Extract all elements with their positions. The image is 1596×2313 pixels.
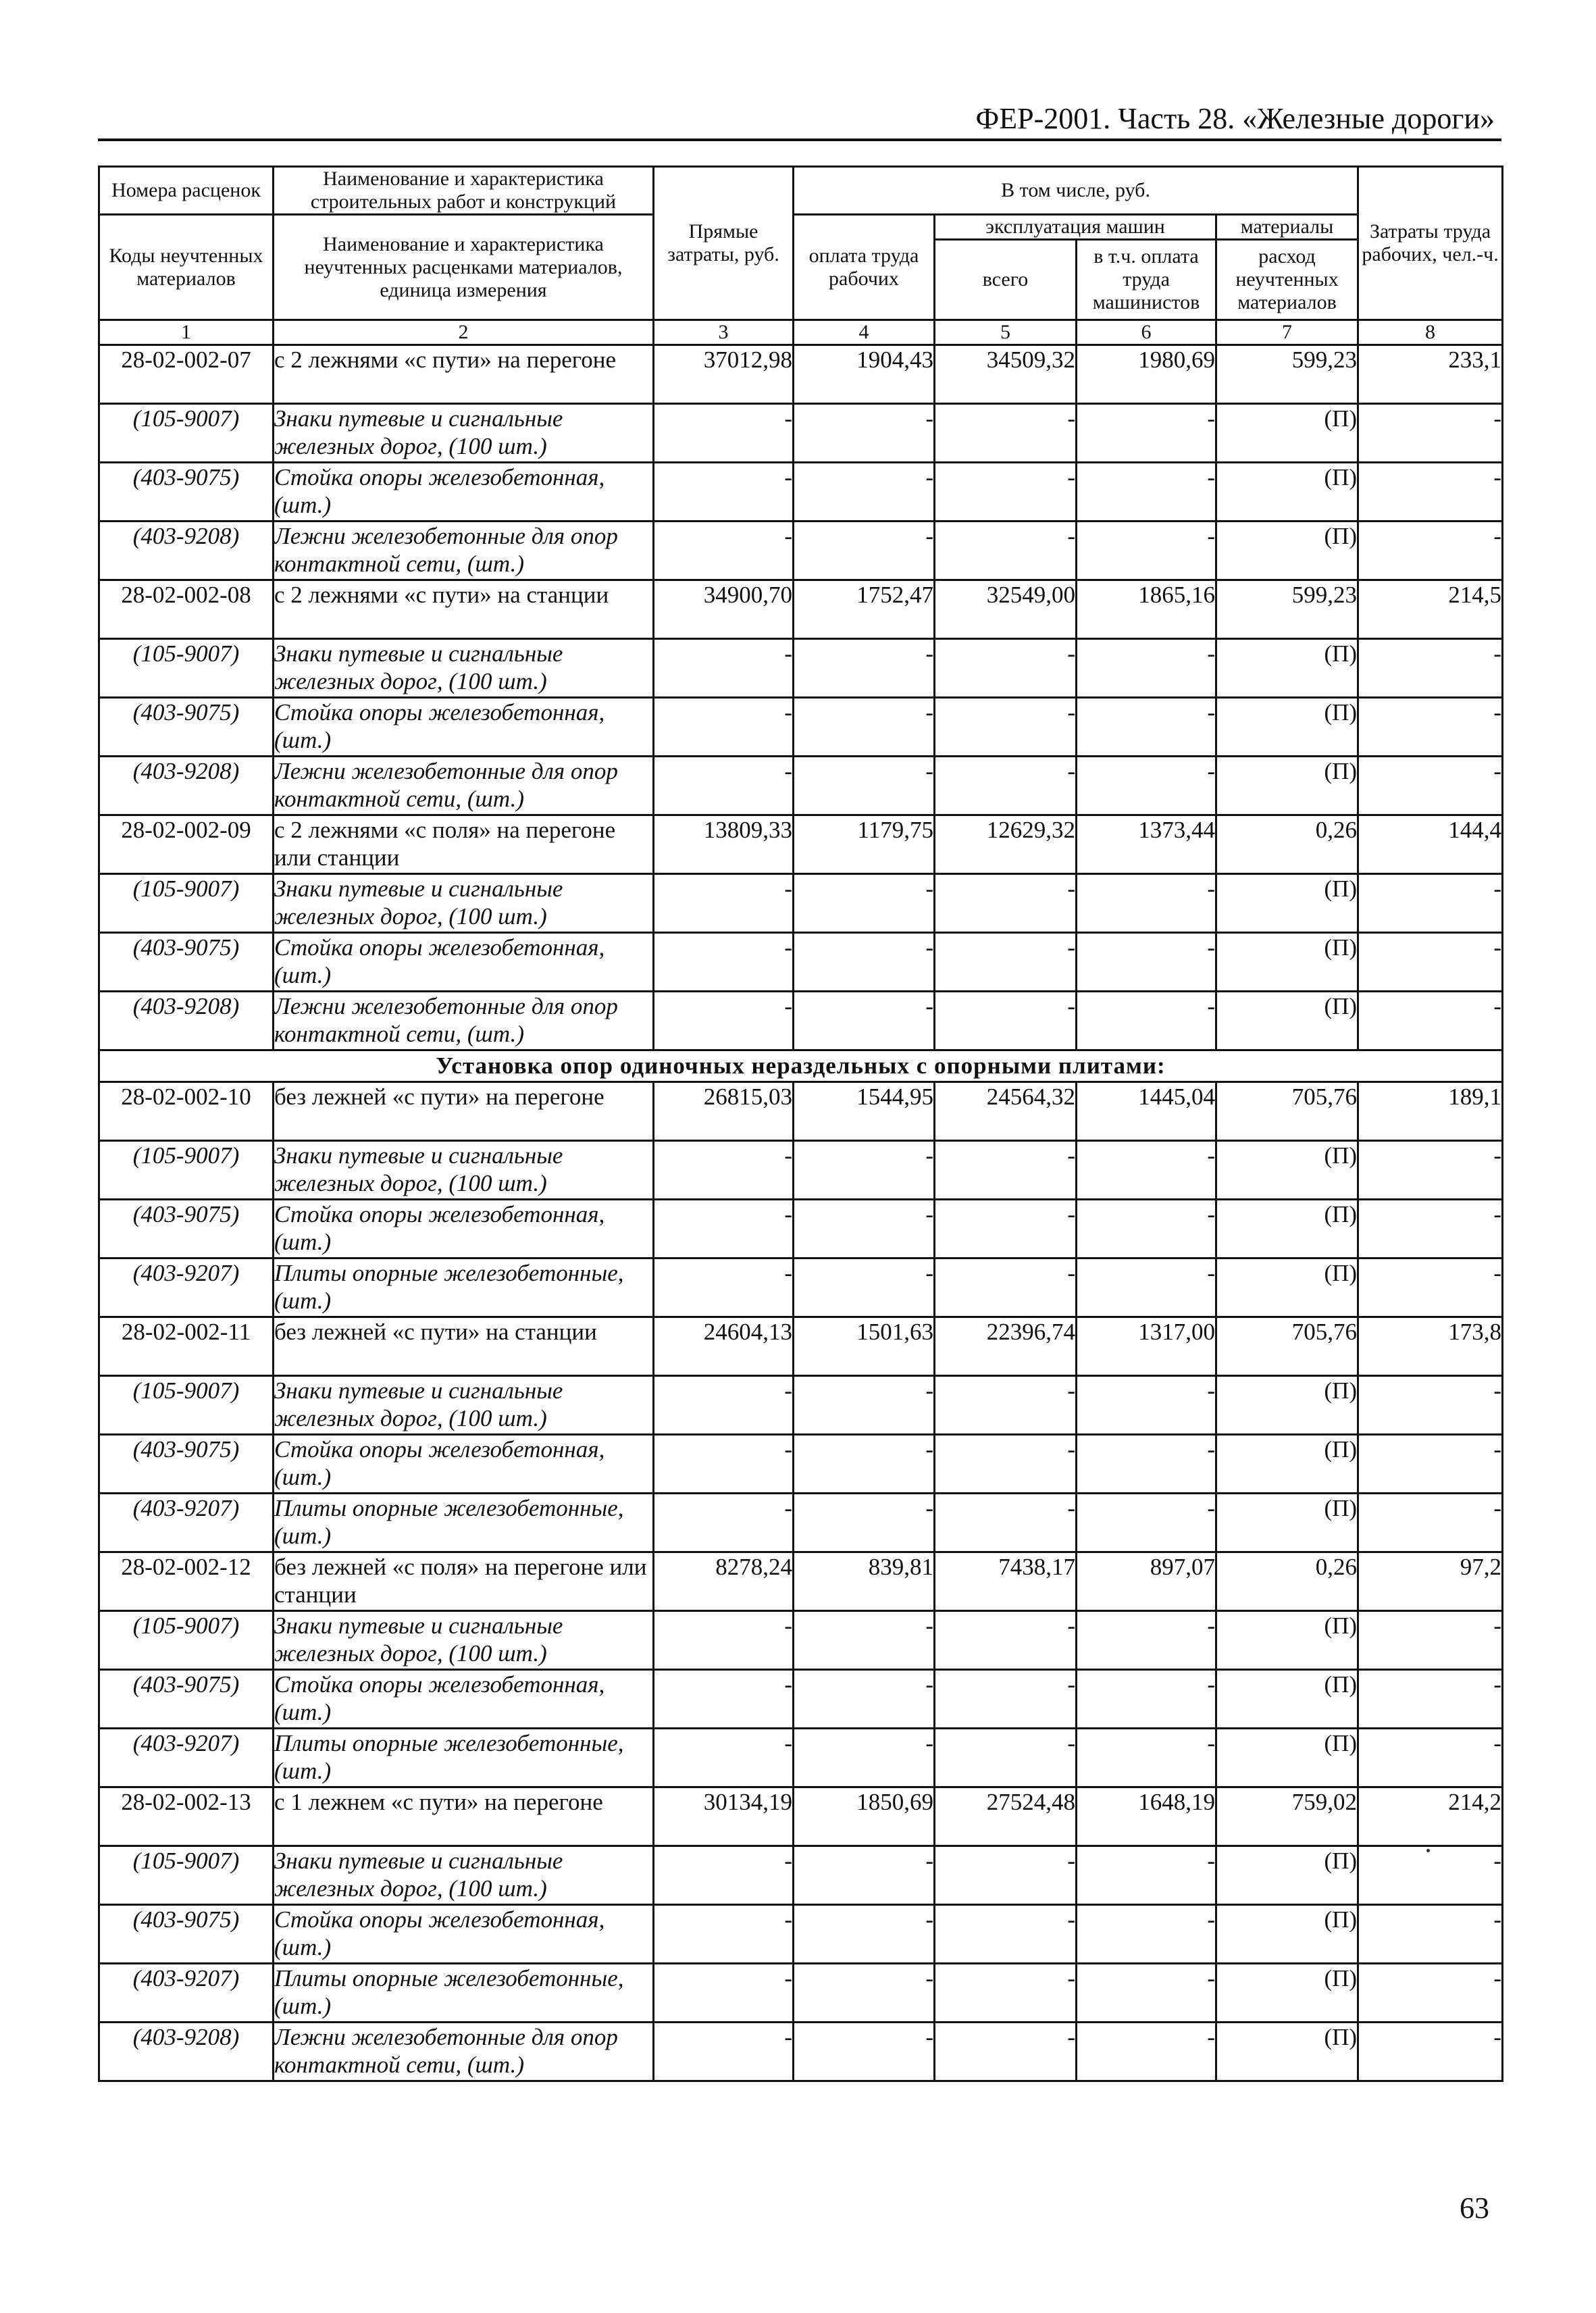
- cell-materials: 759,02: [1216, 1787, 1358, 1846]
- cell-machines: 22396,74: [935, 1317, 1077, 1376]
- cell-direct: 30134,19: [654, 1787, 794, 1846]
- cell-labor: -: [1358, 1905, 1503, 1964]
- cell-code: (403-9208): [99, 522, 274, 580]
- cell-workers: 1904,43: [794, 345, 935, 404]
- cell-code: 28-02-002-09: [99, 815, 274, 874]
- cell-direct: -: [654, 992, 794, 1050]
- cell-workers: -: [794, 1670, 935, 1729]
- cell-workers: -: [794, 1494, 935, 1552]
- cell-labor: -: [1358, 1846, 1503, 1905]
- cell-code: (403-9207): [99, 1494, 274, 1552]
- cell-workers: -: [794, 1435, 935, 1494]
- header-direct-costs: Прямые затраты, руб.: [654, 167, 794, 320]
- cell-direct: -: [654, 1846, 794, 1905]
- rate-row: [99, 1787, 1503, 1846]
- cell-direct: -: [654, 639, 794, 698]
- cell-code: 28-02-002-13: [99, 1787, 274, 1846]
- cell-labor: -: [1358, 874, 1503, 933]
- column-number: 3: [654, 320, 794, 345]
- cell-name: Плиты опорные железобетонные, (шт.): [274, 1729, 654, 1787]
- rate-row: [99, 1082, 1503, 1141]
- cell-operators: 1445,04: [1077, 1082, 1216, 1141]
- cell-name: Стойка опоры железобетонная, (шт.): [274, 463, 654, 522]
- cell-machines: 7438,17: [935, 1552, 1077, 1611]
- cell-operators: -: [1077, 2023, 1216, 2081]
- cell-labor: -: [1358, 1259, 1503, 1317]
- cell-operators: -: [1077, 1435, 1216, 1494]
- cell-workers: 839,81: [794, 1552, 935, 1611]
- header-material-codes: Коды неучтенных материалов: [99, 215, 274, 320]
- cell-labor: -: [1358, 1141, 1503, 1200]
- column-number: 7: [1216, 320, 1358, 345]
- cell-direct: -: [654, 1435, 794, 1494]
- cell-materials: (П): [1216, 933, 1358, 992]
- cell-direct: -: [654, 1729, 794, 1787]
- cell-code: (403-9075): [99, 698, 274, 757]
- cell-code: (403-9075): [99, 1670, 274, 1729]
- material-row: [99, 404, 1503, 463]
- cell-materials: (П): [1216, 992, 1358, 1050]
- cell-name: Стойка опоры железобетонная, (шт.): [274, 1670, 654, 1729]
- cell-operators: -: [1077, 757, 1216, 815]
- cell-workers: -: [794, 2023, 935, 2081]
- cell-labor: -: [1358, 1964, 1503, 2023]
- table-body: [99, 345, 1503, 2081]
- cell-code: 28-02-002-12: [99, 1552, 274, 1611]
- cell-workers: 1752,47: [794, 580, 935, 639]
- cell-operators: -: [1077, 874, 1216, 933]
- cell-operators: -: [1077, 1200, 1216, 1259]
- cell-code: (105-9007): [99, 1611, 274, 1670]
- material-row: [99, 757, 1503, 815]
- material-row: [99, 522, 1503, 580]
- cell-machines: -: [935, 1435, 1077, 1494]
- cell-workers: 1501,63: [794, 1317, 935, 1376]
- header-material-names: Наименование и характеристика неучтенных расценками материалов, единица измерения: [274, 215, 654, 320]
- cell-name: с 1 лежнем «с пути» на перегоне: [274, 1787, 654, 1846]
- cell-direct: 37012,98: [654, 345, 794, 404]
- cell-materials: (П): [1216, 1259, 1358, 1317]
- cell-machines: -: [935, 1494, 1077, 1552]
- cell-materials: 599,23: [1216, 345, 1358, 404]
- cell-materials: (П): [1216, 1200, 1358, 1259]
- rate-row: [99, 1317, 1503, 1376]
- material-row: [99, 1670, 1503, 1729]
- cell-workers: -: [794, 522, 935, 580]
- material-row: [99, 463, 1503, 522]
- cell-operators: -: [1077, 698, 1216, 757]
- scan-speck: [1426, 1849, 1430, 1852]
- cell-operators: 897,07: [1077, 1552, 1216, 1611]
- cell-machines: -: [935, 1670, 1077, 1729]
- cell-labor: -: [1358, 698, 1503, 757]
- cell-labor: 214,2: [1358, 1787, 1503, 1846]
- cell-name: Стойка опоры железобетонная, (шт.): [274, 1200, 654, 1259]
- header-labor-costs: Затраты труда рабочих, чел.-ч.: [1358, 167, 1503, 320]
- cell-direct: -: [654, 1259, 794, 1317]
- cell-operators: 1980,69: [1077, 345, 1216, 404]
- cell-operators: -: [1077, 1964, 1216, 2023]
- cell-direct: -: [654, 698, 794, 757]
- cell-operators: -: [1077, 1611, 1216, 1670]
- cell-direct: -: [654, 1611, 794, 1670]
- cell-code: (105-9007): [99, 1846, 274, 1905]
- cell-labor: -: [1358, 757, 1503, 815]
- cell-machines: 32549,00: [935, 580, 1077, 639]
- material-row: [99, 2023, 1503, 2081]
- cell-operators: -: [1077, 1905, 1216, 1964]
- cell-code: (403-9207): [99, 1729, 274, 1787]
- cell-code: (403-9075): [99, 1200, 274, 1259]
- cell-labor: 97,2: [1358, 1552, 1503, 1611]
- cell-name: Знаки путевые и сигнальные железных дорог, (100 шт.): [274, 874, 654, 933]
- cell-operators: -: [1077, 992, 1216, 1050]
- material-row: [99, 1611, 1503, 1670]
- column-number: 6: [1077, 320, 1216, 345]
- cell-name: Знаки путевые и сигнальные железных дорог, (100 шт.): [274, 1141, 654, 1200]
- cell-workers: -: [794, 698, 935, 757]
- cell-machines: 12629,32: [935, 815, 1077, 874]
- cell-workers: -: [794, 1729, 935, 1787]
- cell-machines: -: [935, 1611, 1077, 1670]
- cell-materials: (П): [1216, 463, 1358, 522]
- cell-direct: -: [654, 463, 794, 522]
- header-including: В том числе, руб.: [794, 167, 1358, 215]
- cell-operators: -: [1077, 463, 1216, 522]
- cell-direct: 34900,70: [654, 580, 794, 639]
- cell-labor: -: [1358, 1200, 1503, 1259]
- cell-workers: 1544,95: [794, 1082, 935, 1141]
- cell-operators: -: [1077, 639, 1216, 698]
- cell-labor: -: [1358, 1376, 1503, 1435]
- cell-operators: -: [1077, 1141, 1216, 1200]
- cell-direct: 24604,13: [654, 1317, 794, 1376]
- section-row: [99, 1050, 1503, 1082]
- cell-name: Лежни железобетонные для опор контактной сети, (шт.): [274, 992, 654, 1050]
- cell-operators: -: [1077, 1376, 1216, 1435]
- cell-code: (403-9207): [99, 1964, 274, 2023]
- cell-direct: 26815,03: [654, 1082, 794, 1141]
- material-row: [99, 1200, 1503, 1259]
- cell-materials: (П): [1216, 2023, 1358, 2081]
- material-row: [99, 1259, 1503, 1317]
- cell-machines: 34509,32: [935, 345, 1077, 404]
- cell-operators: -: [1077, 522, 1216, 580]
- cell-materials: (П): [1216, 639, 1358, 698]
- cell-workers: 1179,75: [794, 815, 935, 874]
- column-number: 8: [1358, 320, 1503, 345]
- cell-name: без лежней «с поля» на перегоне или станции: [274, 1552, 654, 1611]
- header-rate-numbers: Номера расценок: [99, 167, 274, 215]
- cell-code: (105-9007): [99, 1376, 274, 1435]
- cell-workers: -: [794, 874, 935, 933]
- cell-materials: (П): [1216, 522, 1358, 580]
- cell-materials: (П): [1216, 404, 1358, 463]
- header-rule: [98, 138, 1501, 141]
- cell-operators: -: [1077, 1259, 1216, 1317]
- running-header: ФЕР-2001. Часть 28. «Железные дороги»: [975, 102, 1495, 135]
- material-row: [99, 992, 1503, 1050]
- cell-labor: 189,1: [1358, 1082, 1503, 1141]
- cell-direct: -: [654, 1494, 794, 1552]
- cell-code: (403-9075): [99, 463, 274, 522]
- cell-operators: -: [1077, 404, 1216, 463]
- header-material-consumption: расход неучтенных материалов: [1216, 240, 1358, 320]
- cell-labor: -: [1358, 463, 1503, 522]
- cell-materials: (П): [1216, 1376, 1358, 1435]
- cell-direct: -: [654, 1964, 794, 2023]
- cell-labor: -: [1358, 639, 1503, 698]
- cell-machines: -: [935, 757, 1077, 815]
- page-number: 63: [1460, 2191, 1489, 2225]
- cell-name: Плиты опорные железобетонные, (шт.): [274, 1259, 654, 1317]
- cell-materials: (П): [1216, 1729, 1358, 1787]
- cell-workers: -: [794, 992, 935, 1050]
- cell-materials: (П): [1216, 1611, 1358, 1670]
- cell-labor: 214,5: [1358, 580, 1503, 639]
- cell-name: Лежни железобетонные для опор контактной сети, (шт.): [274, 522, 654, 580]
- cell-name: Стойка опоры железобетонная, (шт.): [274, 1435, 654, 1494]
- cell-code: (403-9208): [99, 2023, 274, 2081]
- cell-labor: -: [1358, 1729, 1503, 1787]
- cell-materials: 705,76: [1216, 1317, 1358, 1376]
- cell-machines: 24564,32: [935, 1082, 1077, 1141]
- cell-machines: -: [935, 404, 1077, 463]
- cell-operators: 1317,00: [1077, 1317, 1216, 1376]
- header-materials: материалы: [1216, 215, 1358, 240]
- rate-row: [99, 1552, 1503, 1611]
- cell-labor: -: [1358, 2023, 1503, 2081]
- cell-machines: -: [935, 1846, 1077, 1905]
- cell-machines: -: [935, 698, 1077, 757]
- cell-direct: -: [654, 2023, 794, 2081]
- cell-labor: 173,8: [1358, 1317, 1503, 1376]
- header-work-name: Наименование и характеристика строительных работ и конструкций: [274, 167, 654, 215]
- rates-table: [98, 166, 1503, 2082]
- cell-machines: -: [935, 1376, 1077, 1435]
- section-title: Установка опор одиночных нераздельных с опорными плитами:: [99, 1050, 1503, 1082]
- cell-name: Лежни железобетонные для опор контактной сети, (шт.): [274, 2023, 654, 2081]
- cell-name: с 2 лежнями «с пути» на станции: [274, 580, 654, 639]
- column-number: 2: [274, 320, 654, 345]
- cell-labor: -: [1358, 404, 1503, 463]
- cell-machines: -: [935, 1729, 1077, 1787]
- cell-labor: -: [1358, 1494, 1503, 1552]
- cell-name: Лежни железобетонные для опор контактной сети, (шт.): [274, 757, 654, 815]
- cell-code: (403-9208): [99, 992, 274, 1050]
- cell-name: с 2 лежнями «с пути» на перегоне: [274, 345, 654, 404]
- cell-direct: -: [654, 1141, 794, 1200]
- cell-labor: -: [1358, 522, 1503, 580]
- cell-operators: 1648,19: [1077, 1787, 1216, 1846]
- cell-direct: -: [654, 1670, 794, 1729]
- cell-name: без лежней «с пути» на перегоне: [274, 1082, 654, 1141]
- cell-materials: (П): [1216, 1494, 1358, 1552]
- cell-materials: 0,26: [1216, 815, 1358, 874]
- cell-workers: 1850,69: [794, 1787, 935, 1846]
- cell-machines: -: [935, 1141, 1077, 1200]
- material-row: [99, 1964, 1503, 2023]
- header-machine-operation: эксплуатация машин: [935, 215, 1216, 240]
- cell-name: Знаки путевые и сигнальные железных дорог, (100 шт.): [274, 1846, 654, 1905]
- cell-machines: -: [935, 639, 1077, 698]
- cell-materials: (П): [1216, 698, 1358, 757]
- table-header: [99, 167, 1503, 345]
- cell-materials: (П): [1216, 1905, 1358, 1964]
- cell-operators: -: [1077, 1846, 1216, 1905]
- rate-row: [99, 815, 1503, 874]
- cell-machines: -: [935, 522, 1077, 580]
- cell-workers: -: [794, 1200, 935, 1259]
- cell-materials: 0,26: [1216, 1552, 1358, 1611]
- cell-direct: -: [654, 1200, 794, 1259]
- cell-labor: -: [1358, 1435, 1503, 1494]
- cell-name: Знаки путевые и сигнальные железных дорог, (100 шт.): [274, 1376, 654, 1435]
- cell-workers: -: [794, 404, 935, 463]
- cell-name: Стойка опоры железобетонная, (шт.): [274, 698, 654, 757]
- cell-name: Знаки путевые и сигнальные железных дорог, (100 шт.): [274, 639, 654, 698]
- cell-machines: -: [935, 933, 1077, 992]
- cell-code: (105-9007): [99, 404, 274, 463]
- cell-materials: (П): [1216, 1964, 1358, 2023]
- cell-name: Стойка опоры железобетонная, (шт.): [274, 1905, 654, 1964]
- cell-code: (403-9208): [99, 757, 274, 815]
- cell-workers: -: [794, 463, 935, 522]
- cell-code: 28-02-002-08: [99, 580, 274, 639]
- cell-workers: -: [794, 1905, 935, 1964]
- cell-operators: -: [1077, 1494, 1216, 1552]
- cell-labor: 144,4: [1358, 815, 1503, 874]
- material-row: [99, 698, 1503, 757]
- cell-code: (403-9075): [99, 1435, 274, 1494]
- cell-materials: 599,23: [1216, 580, 1358, 639]
- cell-workers: -: [794, 1141, 935, 1200]
- header-operator-pay: в т.ч. оплата труда машинистов: [1077, 240, 1216, 320]
- cell-code: (105-9007): [99, 1141, 274, 1200]
- cell-workers: -: [794, 1846, 935, 1905]
- cell-machines: -: [935, 1200, 1077, 1259]
- cell-operators: -: [1077, 1729, 1216, 1787]
- cell-labor: -: [1358, 992, 1503, 1050]
- cell-machines: -: [935, 1259, 1077, 1317]
- cell-code: (403-9075): [99, 1905, 274, 1964]
- cell-direct: 8278,24: [654, 1552, 794, 1611]
- cell-materials: (П): [1216, 1670, 1358, 1729]
- cell-direct: -: [654, 522, 794, 580]
- cell-code: 28-02-002-11: [99, 1317, 274, 1376]
- cell-machines: -: [935, 874, 1077, 933]
- cell-materials: 705,76: [1216, 1082, 1358, 1141]
- cell-name: с 2 лежнями «с поля» на перегоне или станции: [274, 815, 654, 874]
- cell-code: 28-02-002-07: [99, 345, 274, 404]
- column-number: 1: [99, 320, 274, 345]
- cell-workers: -: [794, 1611, 935, 1670]
- cell-operators: 1865,16: [1077, 580, 1216, 639]
- cell-machines: -: [935, 463, 1077, 522]
- cell-labor: -: [1358, 933, 1503, 992]
- header-machine-total: всего: [935, 240, 1077, 320]
- cell-code: (403-9207): [99, 1259, 274, 1317]
- cell-code: 28-02-002-10: [99, 1082, 274, 1141]
- cell-name: Плиты опорные железобетонные, (шт.): [274, 1964, 654, 2023]
- material-row: [99, 874, 1503, 933]
- cell-operators: 1373,44: [1077, 815, 1216, 874]
- material-row: [99, 1494, 1503, 1552]
- column-number: 5: [935, 320, 1077, 345]
- cell-operators: -: [1077, 933, 1216, 992]
- cell-workers: -: [794, 1964, 935, 2023]
- material-row: [99, 1376, 1503, 1435]
- material-row: [99, 1435, 1503, 1494]
- material-row: [99, 1141, 1503, 1200]
- cell-direct: 13809,33: [654, 815, 794, 874]
- cell-direct: -: [654, 933, 794, 992]
- cell-labor: -: [1358, 1611, 1503, 1670]
- cell-materials: (П): [1216, 1435, 1358, 1494]
- material-row: [99, 1905, 1503, 1964]
- cell-workers: -: [794, 933, 935, 992]
- column-number: 4: [794, 320, 935, 345]
- cell-direct: -: [654, 404, 794, 463]
- cell-workers: -: [794, 1376, 935, 1435]
- cell-workers: -: [794, 1259, 935, 1317]
- cell-materials: (П): [1216, 1846, 1358, 1905]
- cell-machines: -: [935, 992, 1077, 1050]
- cell-code: (403-9075): [99, 933, 274, 992]
- cell-name: Плиты опорные железобетонные, (шт.): [274, 1494, 654, 1552]
- material-row: [99, 639, 1503, 698]
- cell-direct: -: [654, 874, 794, 933]
- cell-workers: -: [794, 639, 935, 698]
- cell-materials: (П): [1216, 1141, 1358, 1200]
- cell-name: без лежней «с пути» на станции: [274, 1317, 654, 1376]
- material-row: [99, 933, 1503, 992]
- rate-row: [99, 345, 1503, 404]
- material-row: [99, 1846, 1503, 1905]
- cell-direct: -: [654, 757, 794, 815]
- cell-materials: (П): [1216, 757, 1358, 815]
- material-row: [99, 1729, 1503, 1787]
- cell-name: Знаки путевые и сигнальные железных дорог, (100 шт.): [274, 1611, 654, 1670]
- cell-workers: -: [794, 757, 935, 815]
- cell-name: Знаки путевые и сигнальные железных дорог, (100 шт.): [274, 404, 654, 463]
- cell-name: Стойка опоры железобетонная, (шт.): [274, 933, 654, 992]
- cell-labor: 233,1: [1358, 345, 1503, 404]
- cell-direct: -: [654, 1905, 794, 1964]
- header-worker-pay: оплата труда рабочих: [794, 215, 935, 320]
- cell-machines: -: [935, 1905, 1077, 1964]
- cell-labor: -: [1358, 1670, 1503, 1729]
- cell-machines: 27524,48: [935, 1787, 1077, 1846]
- cell-materials: (П): [1216, 874, 1358, 933]
- cell-code: (105-9007): [99, 639, 274, 698]
- cell-machines: -: [935, 2023, 1077, 2081]
- rate-row: [99, 580, 1503, 639]
- cell-operators: -: [1077, 1670, 1216, 1729]
- cell-code: (105-9007): [99, 874, 274, 933]
- cell-direct: -: [654, 1376, 794, 1435]
- cell-machines: -: [935, 1964, 1077, 2023]
